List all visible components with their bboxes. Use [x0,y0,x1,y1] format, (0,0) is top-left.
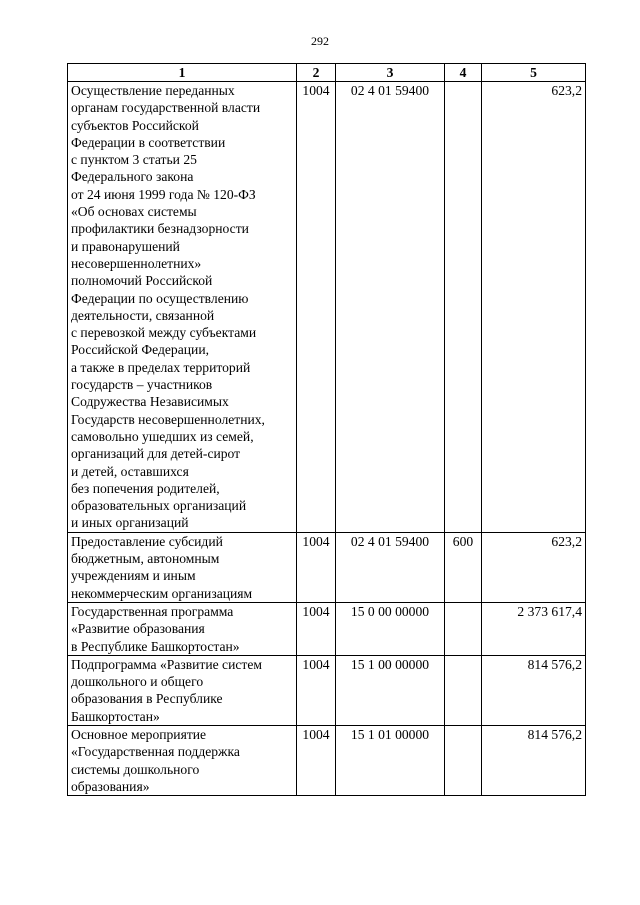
row-section-cell: 1004 [297,725,336,795]
table-row [68,532,586,602]
row-target-cell: 15 1 00 00000 [336,655,445,725]
table-body [68,82,586,796]
row-section-cell: 1004 [297,655,336,725]
table-row [68,725,586,795]
header-col-3: 3 [336,64,445,82]
row-expense-type-cell [445,655,482,725]
row-expense-type-cell: 600 [445,532,482,602]
row-name-cell: Основное мероприятие «Государственная поддержка системы дошкольного образования» [68,725,297,795]
table-row [68,602,586,655]
row-expense-type-cell [445,725,482,795]
row-name-cell: Государственная программа «Развитие образования в Республике Башкортостан» [68,602,297,655]
table-header [68,64,586,82]
row-amount-cell: 814 576,2 [482,655,586,725]
row-section-cell: 1004 [297,602,336,655]
row-target-cell: 15 0 00 00000 [336,602,445,655]
row-expense-type-cell [445,82,482,533]
row-amount-cell: 814 576,2 [482,725,586,795]
row-name-cell: Подпрограмма «Развитие систем дошкольного и общего образования в Республике Башкортостан» [68,655,297,725]
row-amount-cell: 2 373 617,4 [482,602,586,655]
header-col-5: 5 [482,64,586,82]
row-section-cell: 1004 [297,532,336,602]
row-name-cell: Предоставление субсидий бюджетным, автономным учреждениям и иным некоммерческим организациям [68,532,297,602]
row-section-cell: 1004 [297,82,336,533]
header-col-1: 1 [68,64,297,82]
header-col-4: 4 [445,64,482,82]
row-target-cell: 02 4 01 59400 [336,82,445,533]
budget-table [67,63,586,796]
page-number: 292 [311,34,329,48]
row-name-cell: Осуществление переданных органам государственной власти субъектов Российской Федерации в соответствии с пунктом 3 статьи 25 Федерального закона от 24 июня 1999 года № 120-ФЗ «Об основах системы профилактики безнадзорности и правонарушений несовершеннолетних» полномочий Российской Федерации по осуществлению деятельности, связанной с перевозкой между субъектами Российской Федерации, а также в пределах территорий государств – участников Содружества Независимых Государств несовершеннолетних, самовольно ушедших из семей, организаций для детей-сирот и детей, оставшихся без попечения родителей, образовательных организаций и иных организаций [68,82,297,533]
row-amount-cell: 623,2 [482,82,586,533]
row-target-cell: 15 1 01 00000 [336,725,445,795]
row-expense-type-cell [445,602,482,655]
row-target-cell: 02 4 01 59400 [336,532,445,602]
row-amount-cell: 623,2 [482,532,586,602]
header-row [68,64,586,82]
table-row [68,655,586,725]
header-col-2: 2 [297,64,336,82]
table-row [68,82,586,533]
